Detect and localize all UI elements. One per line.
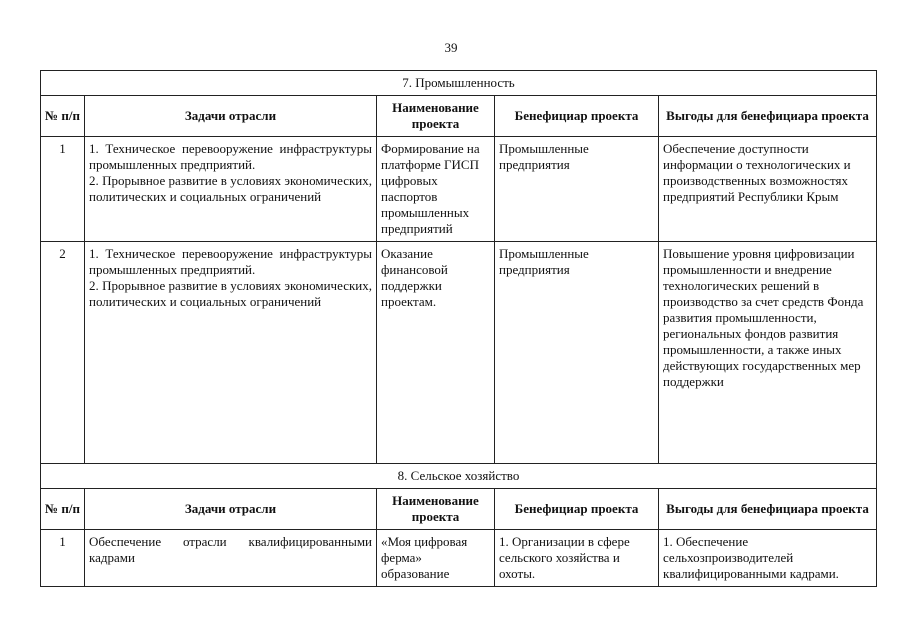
row-number: 1 (41, 530, 85, 587)
table-row (41, 530, 877, 587)
col-header-num: № п/п (41, 489, 85, 530)
row-number: 1 (41, 137, 85, 242)
section-header-row (41, 71, 877, 96)
row-benefits: 1. Обеспечение сельхозпроизводителей квалифицированными кадрами. (659, 530, 877, 587)
col-header-project: Наименование проекта (377, 489, 495, 530)
table-row (41, 137, 877, 242)
col-header-beneficiary: Бенефициар проекта (495, 489, 659, 530)
col-header-num: № п/п (41, 96, 85, 137)
row-number: 2 (41, 242, 85, 464)
row-tasks (85, 242, 377, 464)
row-project: Оказание финансовой поддержки проектам. (377, 242, 495, 464)
col-header-tasks: Задачи отрасли (85, 489, 377, 530)
col-header-beneficiary: Бенефициар проекта (495, 96, 659, 137)
column-header-row (41, 96, 877, 137)
section-title: 8. Сельское хозяйство (41, 464, 877, 489)
projects-table (40, 70, 877, 587)
col-header-benefits: Выгоды для бенефициара проекта (659, 489, 877, 530)
row-tasks (85, 530, 377, 587)
row-beneficiary: 1. Организации в сфере сельского хозяйства и охоты. (495, 530, 659, 587)
row-tasks (85, 137, 377, 242)
table-row (41, 242, 877, 464)
row-project: «Моя цифровая ферма» образование (377, 530, 495, 587)
col-header-benefits: Выгоды для бенефициара проекта (659, 96, 877, 137)
page-number: 39 (444, 40, 458, 55)
task-item: 2. Прорывное развитие в условиях экономических, политических и социальных ограничений (89, 278, 372, 309)
column-header-row (41, 489, 877, 530)
row-beneficiary: Промышленные предприятия (495, 137, 659, 242)
col-header-tasks: Задачи отрасли (85, 96, 377, 137)
section-header-row (41, 464, 877, 489)
section-title: 7. Промышленность (41, 71, 877, 96)
col-header-project: Наименование проекта (377, 96, 495, 137)
row-beneficiary: Промышленные предприятия (495, 242, 659, 464)
task-item: 1. Техническое перевооружение инфраструктуры промышленных предприятий. (89, 246, 372, 277)
task-item: Обеспечение отрасли квалифицированными кадрами (89, 534, 372, 565)
row-benefits: Повышение уровня цифровизации промышленности и внедрение технологических решений в производство за счет средств Фонда развития промышленности, региональных фондов развития промышленности, а также иных действующих государственных мер поддержки (659, 242, 877, 464)
row-benefits: Обеспечение доступности информации о технологических и производственных возможностях предприятий Республики Крым (659, 137, 877, 242)
task-item: 1. Техническое перевооружение инфраструктуры промышленных предприятий. (89, 141, 372, 172)
row-project: Формирование на платформе ГИСП цифровых паспортов промышленных предприятий (377, 137, 495, 242)
task-item: 2. Прорывное развитие в условиях экономических, политических и социальных ограничений (89, 173, 372, 204)
